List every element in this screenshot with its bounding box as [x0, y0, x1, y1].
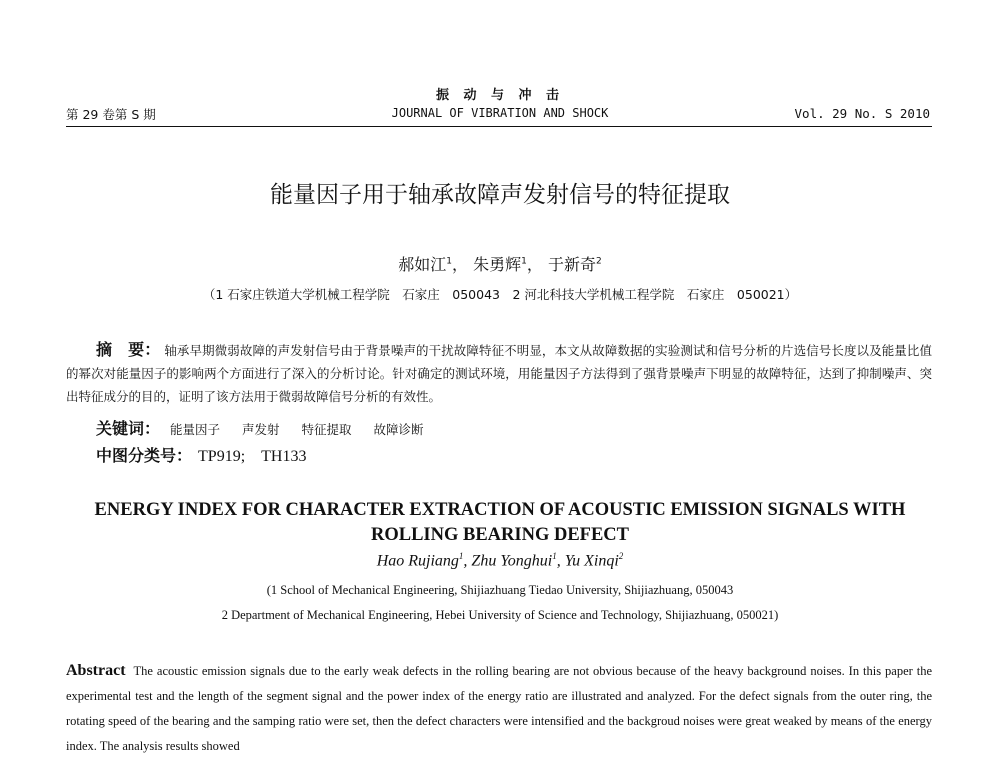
author-sup: 1: [446, 256, 453, 267]
authors-cn: [0, 252, 1000, 275]
affiliation-en-1: (1 School of Mechanical Engineering, Shijiazhuang Tiedao University, Shijiazhuang, 050043: [266, 583, 734, 597]
author-sup: 2: [596, 256, 602, 267]
authors-en: [0, 551, 1000, 570]
header-rule: [66, 126, 932, 127]
paper-title-cn: 能量因子用于轴承故障声发射信号的特征提取: [270, 182, 730, 208]
journal-title-cn: 振 动 与 冲 击: [435, 88, 565, 103]
keyword: 声发射: [242, 422, 280, 437]
author-sup: 1: [521, 256, 527, 267]
abstract-en: [66, 658, 932, 759]
author-sep: ,: [463, 552, 472, 570]
classification-label: 中图分类号：: [96, 446, 193, 465]
abstract-label-en: Abstract: [66, 662, 126, 679]
author-sup: 1: [458, 551, 464, 561]
issue-info-en: Vol. 29 No. S 2010: [794, 106, 930, 121]
author-en: Zhu Yonghui: [471, 552, 553, 570]
abstract-cn: [66, 338, 932, 408]
issue-info-cn: 第 29 卷第 S 期: [66, 107, 156, 122]
classification-cn: [96, 443, 306, 466]
keywords-cn: [96, 416, 442, 439]
keyword: 特征提取: [301, 422, 352, 437]
classification-value: TP919; TH133: [198, 448, 307, 465]
affiliation-en-2: 2 Department of Mechanical Engineering, Hebei University of Science and Technology, Shijiazhuang, 050021): [221, 608, 779, 622]
keyword: 能量因子: [170, 422, 221, 437]
author-en: Yu Xinqi: [564, 552, 619, 570]
abstract-text-en: The acoustic emission signals due to the early weak defects in the rolling bearing are not obvious because of the heavy background noises. In this paper the experimental test and the length of the segment signal and the power index of the energy ratio are illustrated and analyzed. For the defect signals from the outer ring, the rotating speed of the bearing and the samping ratio were set, then the defect characters were intensified and the backgroud noises were great weaked by means of the energy index. The analysis results showed: [66, 664, 932, 753]
author-sep: ,: [556, 552, 565, 570]
author-cn: 朱勇辉: [473, 255, 522, 274]
paper-title-en: ENERGY INDEX FOR CHARACTER EXTRACTION OF ACOUSTIC EMISSION SIGNALS WITH ROLLING BEARING DEFECT: [94, 500, 906, 545]
affiliation-cn: （1 石家庄铁道大学机械工程学院 石家庄 050043 2 河北科技大学机械工程学院 石家庄 050021）: [202, 287, 798, 302]
abstract-text-cn: 轴承早期微弱故障的声发射信号由于背景噪声的干扰故障特征不明显，本文从故障数据的实验测试和信号分析的片选信号长度以及能量比值的幂次对能量因子的影响两个方面进行了深入的分析讨论。针对确定的测试环境，用能量因子方法得到了强背景噪声下明显的故障特征，达到了抑制噪声、突出特征成分的目的，证明了该方法用于微弱故障信号分析的有效性。: [66, 343, 932, 404]
abstract-label-cn: 摘 要：: [96, 340, 161, 359]
author-sup: 1: [552, 551, 557, 561]
author-sup: 2: [618, 551, 624, 561]
journal-title-en: JOURNAL OF VIBRATION AND SHOCK: [391, 106, 609, 120]
author-sep: ，: [452, 255, 469, 274]
keywords-label: 关键词：: [96, 419, 161, 438]
author-en: Hao Rujiang: [376, 552, 459, 570]
author-cn: 于新奇: [547, 255, 596, 274]
author-cn: 郝如江: [398, 255, 447, 274]
author-sep: ，: [526, 255, 543, 274]
keyword: 故障诊断: [373, 422, 424, 437]
